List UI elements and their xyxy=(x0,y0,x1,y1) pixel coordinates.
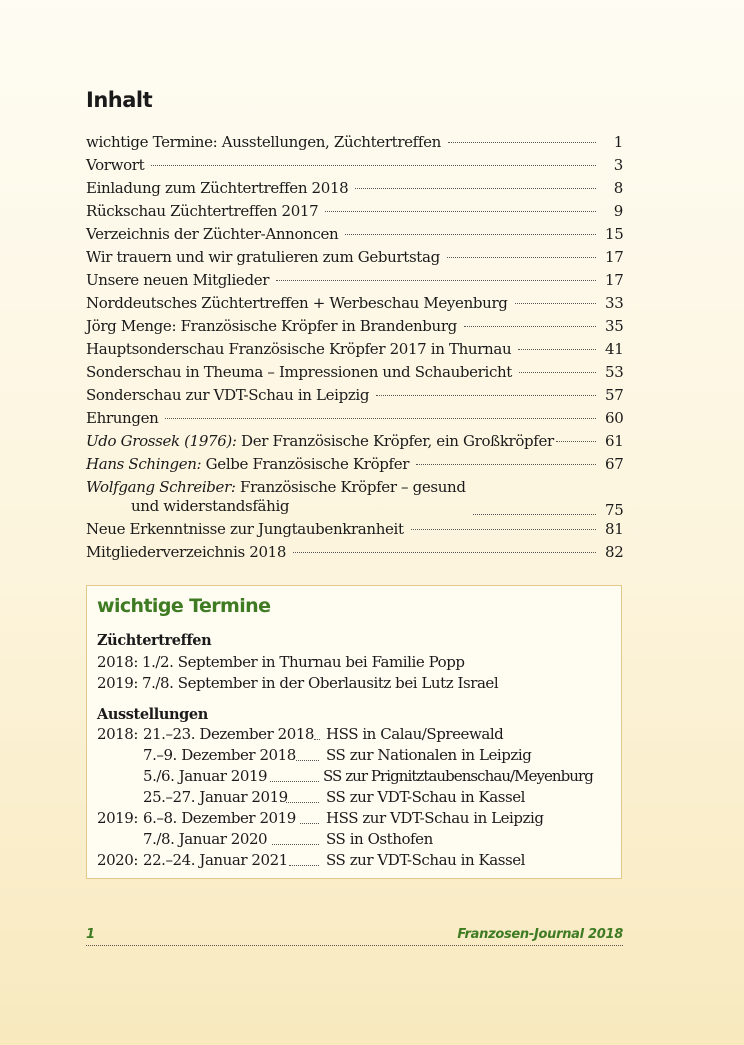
toc-entry-title: Jörg Menge: Französische Kröpfer in Brandenburg xyxy=(86,317,457,335)
toc-entry-title-cont: und widerstandsfähig xyxy=(131,497,290,515)
toc-entry[interactable] xyxy=(86,409,623,432)
dot-leader xyxy=(276,280,596,281)
toc-entry-title: Vorwort xyxy=(86,156,145,174)
toc-entry[interactable] xyxy=(86,363,623,386)
toc-entry[interactable] xyxy=(86,543,623,566)
toc-entry-title xyxy=(86,455,409,473)
toc-entry-title: Hauptsonderschau Französische Kröpfer 2017 in Thurnau xyxy=(86,340,512,358)
zuechtertreffen-heading: Züchtertreffen xyxy=(97,632,212,649)
event-date: 5./6. Januar 2019 xyxy=(143,767,268,785)
toc-entry[interactable] xyxy=(86,340,623,363)
toc-entry-title xyxy=(86,432,554,450)
footer-page-number: 1 xyxy=(86,927,96,942)
toc-entry-author: Udo Grossek (1976): xyxy=(86,432,237,450)
dot-leader xyxy=(515,303,596,304)
event-place: SS in Osthofen xyxy=(326,830,433,848)
toc-entry[interactable] xyxy=(86,225,623,248)
event-text: 7./8. September in der Oberlausitz bei Lutz Israel xyxy=(142,674,499,692)
toc-entry-page: 1 xyxy=(613,133,623,151)
dot-leader xyxy=(272,844,319,845)
page-footer xyxy=(86,925,623,946)
toc-entry-page: 75 xyxy=(605,501,624,519)
toc-entry-page: 17 xyxy=(605,248,624,266)
page-title: Inhalt xyxy=(86,88,153,112)
toc-entry-title: Sonderschau zur VDT-Schau in Leipzig xyxy=(86,386,370,404)
dot-leader xyxy=(293,552,596,553)
toc-entry[interactable] xyxy=(86,133,623,156)
toc-entry[interactable] xyxy=(86,455,623,478)
event-year: 2020: xyxy=(97,851,138,869)
toc-entry-title-text: Der Französische Kröpfer, ein Großkröpfer xyxy=(236,432,554,450)
toc-entry-page: 33 xyxy=(605,294,624,312)
event-date: 25.–27. Januar 2019 xyxy=(143,788,288,806)
list-item xyxy=(97,767,617,788)
event-year: 2019: xyxy=(97,674,138,692)
dot-leader xyxy=(519,372,596,373)
event-date: 7.–9. Dezember 2018 xyxy=(143,746,296,764)
event-year: 2019: xyxy=(97,809,138,827)
dot-leader xyxy=(518,349,596,350)
toc-entry-page: 41 xyxy=(605,340,624,358)
toc-entry-title: Rückschau Züchtertreffen 2017 xyxy=(86,202,319,220)
table-of-contents xyxy=(86,133,623,566)
footer-journal-title: Franzosen-Journal 2018 xyxy=(457,927,623,942)
list-item xyxy=(97,674,617,695)
dot-leader xyxy=(165,418,596,419)
toc-entry-page: 53 xyxy=(605,363,624,381)
dot-leader xyxy=(314,739,320,740)
toc-entry-title: Unsere neuen Mitglieder xyxy=(86,271,270,289)
event-place: SS zur Nationalen in Leipzig xyxy=(326,746,532,764)
toc-entry-author: Hans Schingen: xyxy=(86,455,202,473)
event-date: 21.–23. Dezember 2018 xyxy=(143,725,315,743)
toc-entry[interactable] xyxy=(86,432,623,455)
event-year: 2018: xyxy=(97,725,138,743)
toc-entry-page: 67 xyxy=(605,455,624,473)
dot-leader xyxy=(411,529,596,530)
toc-entry[interactable] xyxy=(86,156,623,179)
toc-entry-page: 60 xyxy=(605,409,624,427)
toc-entry[interactable] xyxy=(86,202,623,225)
dot-leader xyxy=(296,760,319,761)
toc-entry-title: Ehrungen xyxy=(86,409,159,427)
toc-entry-title: Norddeutsches Züchtertreffen + Werbeschau Meyenburg xyxy=(86,294,508,312)
toc-entry-page: 35 xyxy=(605,317,624,335)
list-item xyxy=(97,746,617,767)
event-text: 1./2. September in Thurnau bei Familie Popp xyxy=(142,653,465,671)
event-place: HSS zur VDT-Schau in Leipzig xyxy=(326,809,544,827)
list-item xyxy=(97,830,617,851)
dot-leader xyxy=(270,781,319,782)
event-year: 2018: xyxy=(97,653,138,671)
event-date: 6.–8. Dezember 2019 xyxy=(143,809,296,827)
toc-entry[interactable] xyxy=(86,271,623,294)
dot-leader xyxy=(447,257,596,258)
toc-entry-title: Mitgliederverzeichnis 2018 xyxy=(86,543,287,561)
toc-entry-title xyxy=(86,478,466,516)
event-place: SS zur VDT-Schau in Kassel xyxy=(326,788,526,806)
toc-entry[interactable] xyxy=(86,386,623,409)
toc-entry-page: 57 xyxy=(605,386,624,404)
event-place: HSS in Calau/Spreewald xyxy=(326,725,504,743)
list-item xyxy=(97,809,617,830)
toc-entry-title: wichtige Termine: Ausstellungen, Züchtertreffen xyxy=(86,133,441,151)
dot-leader xyxy=(286,802,319,803)
dot-leader xyxy=(556,441,596,442)
dot-leader xyxy=(300,823,319,824)
list-item xyxy=(97,851,617,872)
event-date: 22.–24. Januar 2021 xyxy=(143,851,288,869)
toc-entry[interactable] xyxy=(86,317,623,340)
toc-entry-title-text: Gelbe Französische Kröpfer xyxy=(201,455,410,473)
list-item xyxy=(97,725,617,746)
dot-leader xyxy=(464,326,596,327)
dot-leader xyxy=(325,211,596,212)
list-item xyxy=(97,653,617,674)
ausstellungen-heading: Ausstellungen xyxy=(97,706,208,723)
dot-leader xyxy=(473,514,596,515)
toc-entry[interactable] xyxy=(86,520,623,543)
toc-entry-title: Sonderschau in Theuma – Impressionen und Schaubericht xyxy=(86,363,512,381)
toc-entry-author: Wolfgang Schreiber: xyxy=(86,478,236,496)
event-date: 7./8. Januar 2020 xyxy=(143,830,268,848)
event-place: SS zur Prignitztaubenschau/Meyenburg xyxy=(323,767,593,785)
toc-entry-page: 17 xyxy=(605,271,624,289)
toc-entry-title: Neue Erkenntnisse zur Jungtaubenkranheit xyxy=(86,520,404,538)
dot-leader xyxy=(345,234,596,235)
event-place: SS zur VDT-Schau in Kassel xyxy=(326,851,526,869)
dot-leader xyxy=(355,188,596,189)
toc-entry-page: 8 xyxy=(613,179,623,197)
toc-entry-title: Wir trauern und wir gratulieren zum Geburtstag xyxy=(86,248,440,266)
termine-title: wichtige Termine xyxy=(97,595,271,617)
list-item xyxy=(97,788,617,809)
toc-entry-page: 81 xyxy=(605,520,624,538)
termine-box xyxy=(86,585,622,879)
toc-entry[interactable] xyxy=(86,248,623,271)
toc-entry[interactable] xyxy=(86,294,623,317)
toc-entry[interactable] xyxy=(86,478,623,520)
toc-entry-page: 82 xyxy=(605,543,624,561)
toc-entry-title-text: Französische Kröpfer – gesund xyxy=(235,478,466,496)
toc-entry-title: Verzeichnis der Züchter-Annoncen xyxy=(86,225,339,243)
toc-entry-page: 15 xyxy=(605,225,624,243)
toc-entry-page: 9 xyxy=(613,202,623,220)
toc-entry-title: Einladung zum Züchtertreffen 2018 xyxy=(86,179,349,197)
dot-leader xyxy=(416,464,596,465)
dot-leader xyxy=(376,395,596,396)
dot-leader xyxy=(289,865,319,866)
toc-entry-page: 3 xyxy=(613,156,623,174)
dot-leader xyxy=(448,142,596,143)
toc-entry[interactable] xyxy=(86,179,623,202)
dot-leader xyxy=(151,165,596,166)
toc-entry-page: 61 xyxy=(605,432,624,450)
